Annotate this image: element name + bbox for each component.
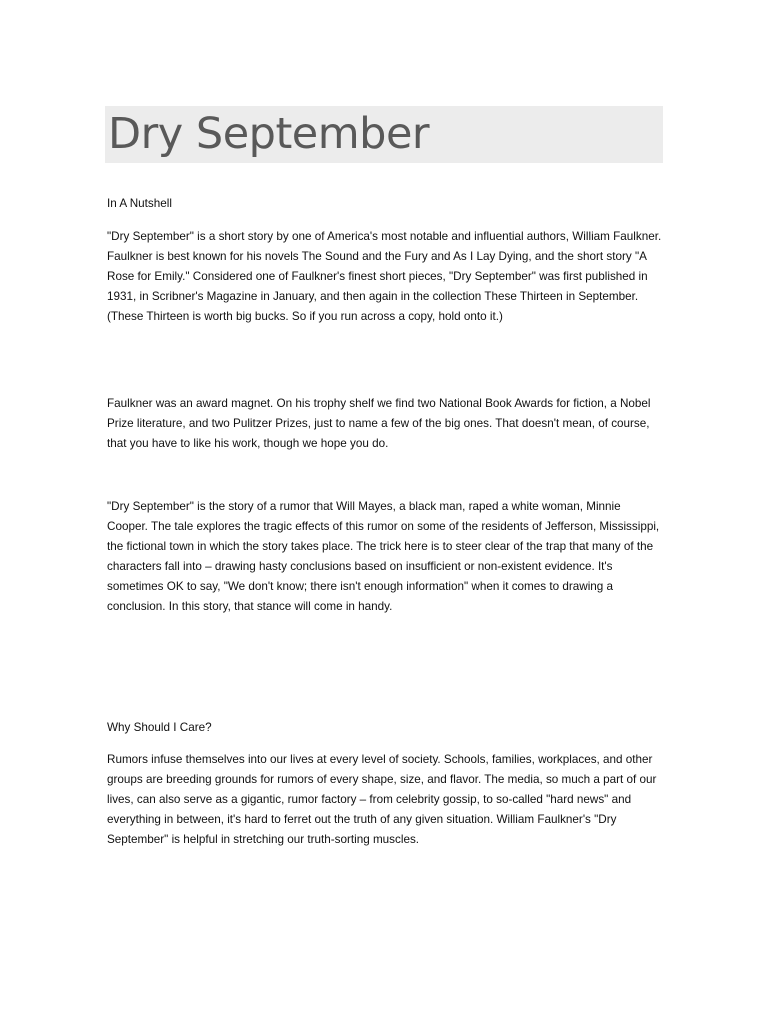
paragraph-rumor: "Dry September" is the story of a rumor that Will Mayes, a black man, raped a white woman, Minnie Cooper. The tale explores the tragic effects of this rumor on some of the residents of Jefferson, Mississippi, the fictional town in which the story takes place. The trick here is to steer clear of the trap that many of the characters fall into – drawing hasty conclusions based on insufficient or non-existent evidence. It's sometimes OK to say, "We don't know; there isn't enough information" when it comes to drawing a conclusion. In this story, that stance will come in handy.	[107, 500, 660, 614]
paragraph-why-care: Rumors infuse themselves into our lives at every level of society. Schools, families, workplaces, and other groups are breeding grounds for rumors of every shape, size, and flavor. The media, so much a part of our lives, can also serve as a gigantic, rumor factory – from celebrity gossip, to so-called "hard news" and everything in between, it's hard to ferret out the truth of any given situation. William Faulkner's "Dry September" is helpful in stretching our truth-sorting muscles.	[107, 753, 657, 847]
document-title: Dry September	[108, 109, 430, 159]
paragraph-intro: "Dry September" is a short story by one of America's most notable and influential authors, William Faulkner. Faulkner is best known for his novels The Sound and the Fury and As I Lay Dying, and the short story "A Rose for Emily." Considered one of Faulkner's finest short pieces, "Dry September" was first published in 1931, in Scribner's Magazine in January, and then again in the collection These Thirteen in September. (These Thirteen is worth big bucks. So if you run across a copy, hold onto it.)	[107, 230, 662, 324]
section-heading-nutshell: In A Nutshell	[107, 197, 172, 210]
section-heading-why-care: Why Should I Care?	[107, 721, 212, 734]
paragraph-awards: Faulkner was an award magnet. On his trophy shelf we find two National Book Awards for fiction, a Nobel Prize literature, and two Pulitzer Prizes, just to name a few of the big ones. That doesn't mean, of course, that you have to like his work, though we hope you do.	[107, 397, 651, 451]
